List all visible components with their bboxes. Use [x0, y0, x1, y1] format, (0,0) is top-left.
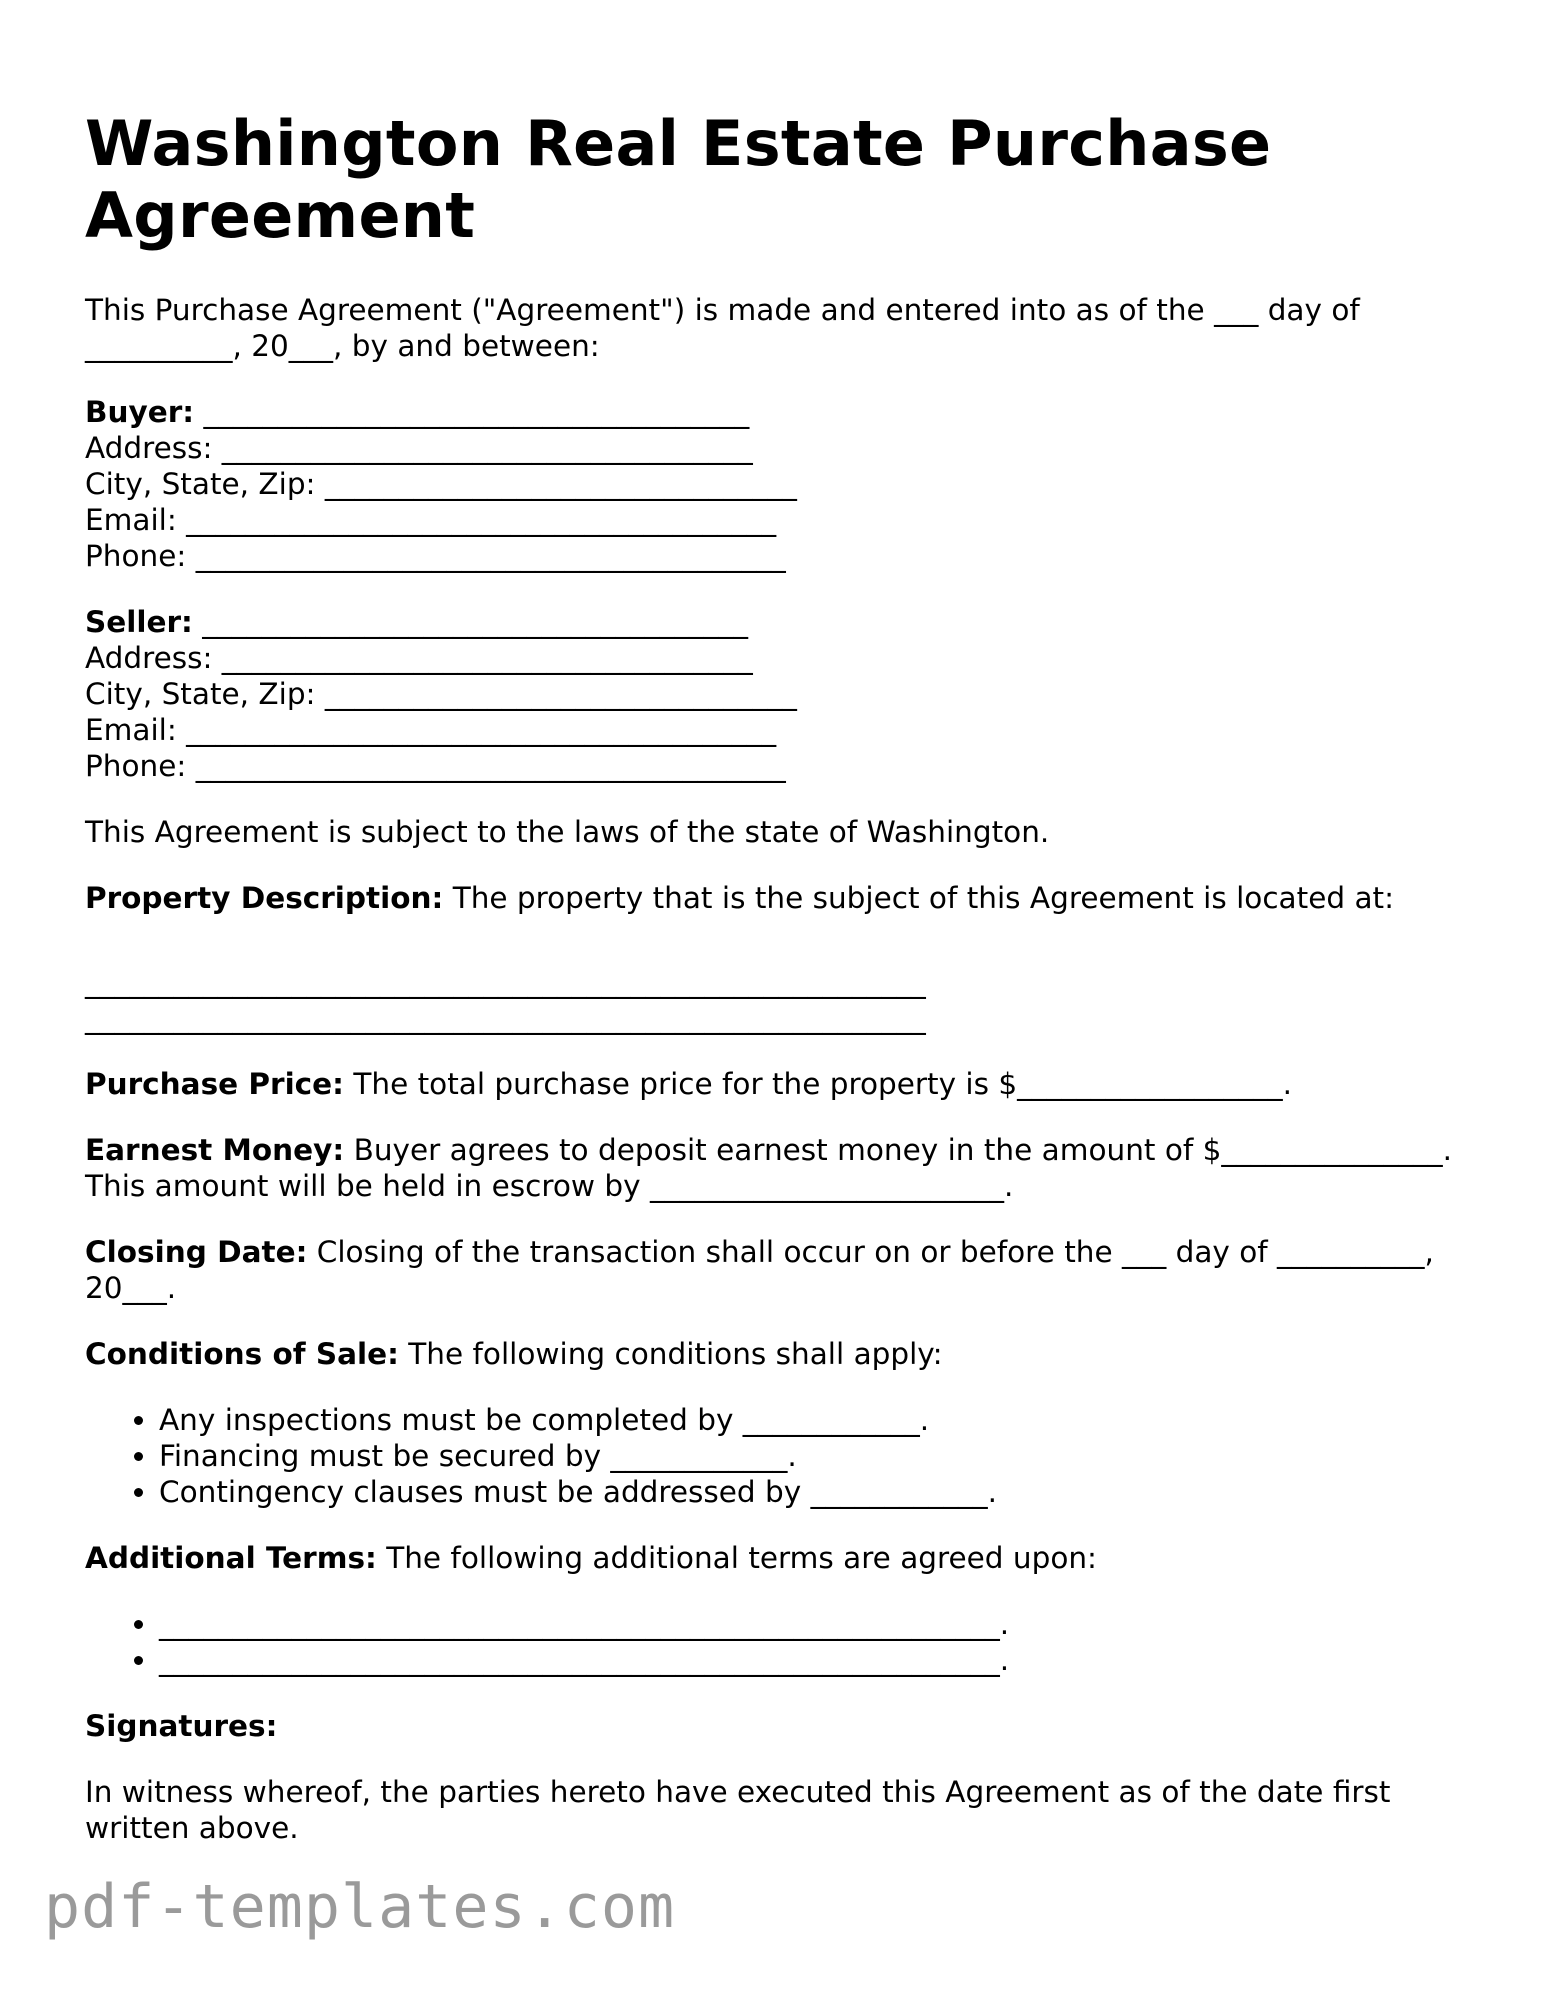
earnest-money-text: Buyer agrees to deposit earnest money in the amount of $_______________. This amount will be held in escrow by ________________________. [85, 1133, 1453, 1203]
seller-address-line: Address: ____________________________________ [85, 641, 753, 675]
closing-date-label: Closing Date: [85, 1235, 308, 1269]
buyer-name-line [85, 394, 1465, 430]
conditions-of-sale [85, 1336, 1465, 1372]
watermark: pdf-templates.com [44, 1872, 676, 1942]
earnest-money-label: Earnest Money: [85, 1133, 345, 1167]
buyer-name-blank: _____________________________________ [194, 395, 750, 429]
additional-terms-list [85, 1606, 1465, 1678]
seller-name-line [85, 604, 1465, 640]
seller-name-blank: _____________________________________ [192, 605, 748, 639]
list-item: • Contingency clauses must be addressed by ____________. [159, 1474, 1465, 1510]
additional-terms [85, 1540, 1465, 1576]
buyer-phone-line: Phone: ________________________________________ [85, 539, 786, 573]
closing-date [85, 1234, 1465, 1306]
conditions-text: The following conditions shall apply: [398, 1337, 943, 1371]
seller-city-line: City, State, Zip: ________________________________ [85, 677, 797, 711]
signatures-label: Signatures: [85, 1709, 278, 1743]
property-text: The property that is the subject of this Agreement is located at: [443, 881, 1395, 915]
conditions-label: Conditions of Sale: [85, 1337, 399, 1371]
list-item: • _________________________________________________________. [159, 1642, 1465, 1678]
additional-terms-label: Additional Terms: [85, 1541, 377, 1575]
document-page [85, 108, 1465, 1846]
seller-email-line: Email: ________________________________________ [85, 713, 777, 747]
seller-block [85, 604, 1465, 784]
seller-phone-line: Phone: ________________________________________ [85, 749, 786, 783]
seller-label: Seller: [85, 605, 193, 639]
purchase-price-text: The total purchase price for the property is $__________________. [343, 1067, 1293, 1101]
law-statement: This Agreement is subject to the laws of the state of Washington. [85, 815, 1050, 849]
witness-statement: In witness whereof, the parties hereto have executed this Agreement as of the date first written above. [85, 1775, 1391, 1845]
conditions-list [85, 1402, 1465, 1510]
buyer-email-line: Email: ________________________________________ [85, 503, 777, 537]
intro-paragraph: This Purchase Agreement ("Agreement") is made and entered into as of the ___ day of __________, 20___, by and between: [85, 293, 1360, 363]
earnest-money [85, 1132, 1465, 1204]
signatures-heading [85, 1708, 1465, 1744]
property-blank-lines [85, 964, 1465, 1036]
buyer-address-line: Address: ____________________________________ [85, 431, 753, 465]
property-description [85, 880, 1465, 916]
additional-terms-text: The following additional terms are agreed upon: [376, 1541, 1097, 1575]
list-item: • _________________________________________________________. [159, 1606, 1465, 1642]
buyer-city-line: City, State, Zip: ________________________________ [85, 467, 797, 501]
property-label: Property Description: [85, 881, 444, 915]
closing-date-text: Closing of the transaction shall occur on or before the ___ day of __________, 20___. [85, 1235, 1434, 1305]
purchase-price-label: Purchase Price: [85, 1067, 344, 1101]
buyer-label: Buyer: [85, 395, 195, 429]
buyer-block [85, 394, 1465, 574]
property-blank-line-1: _________________________________________________________ [85, 965, 926, 999]
list-item: • Financing must be secured by ____________. [159, 1438, 1465, 1474]
purchase-price [85, 1066, 1465, 1102]
property-blank-line-2: _________________________________________________________ [85, 1001, 926, 1035]
page-title: Washington Real Estate Purchase Agreement [85, 107, 1272, 252]
list-item: • Any inspections must be completed by ____________. [159, 1402, 1465, 1438]
